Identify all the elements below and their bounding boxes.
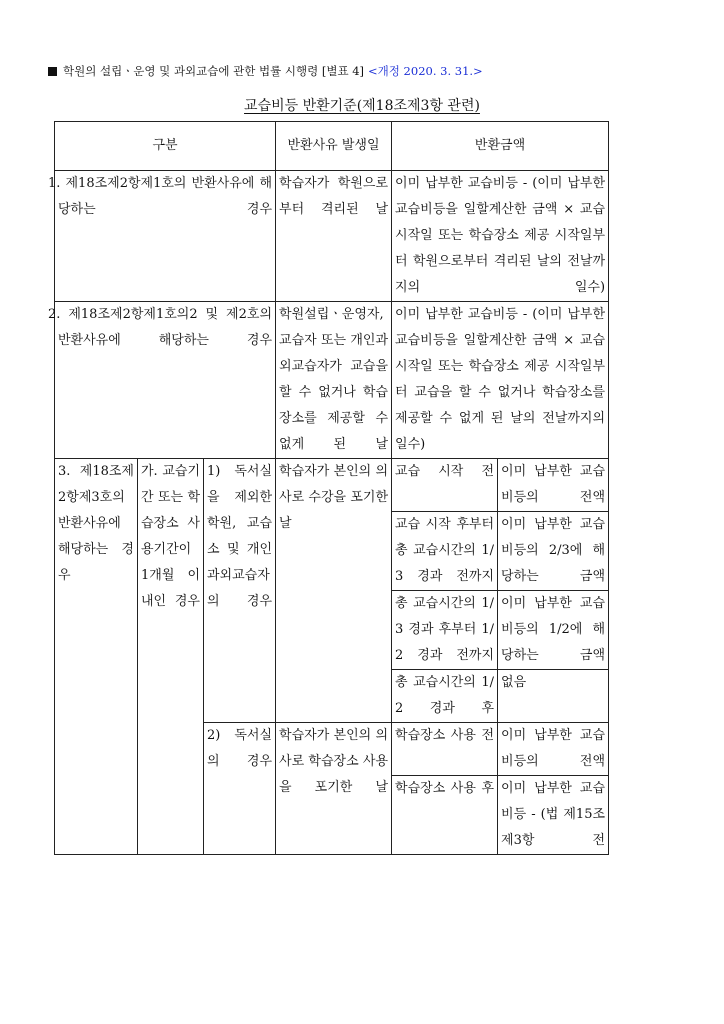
row3-item2-date: 학습자가 본인의 의사로 학습장소 사용을 포기한 날 [276, 723, 392, 855]
item1-case-when: 교습 시작 후부터 총 교습시간의 1/3 경과 전까지 [392, 512, 498, 591]
item1-case-refund: 이미 납부한 교습비등의 2/3에 해당하는 금액 [498, 512, 609, 591]
row3-category: 3. 제18조제2항제3호의 반환사유에 해당하는 경우 [55, 459, 138, 855]
table-header-row [55, 122, 609, 171]
black-square-icon [48, 67, 57, 76]
item2-case-refund: 이미 납부한 교습비등의 전액 [498, 723, 609, 776]
item1-case-refund: 이미 납부한 교습비등의 전액 [498, 459, 609, 512]
column-header-refund-amount: 반환금액 [392, 122, 609, 171]
row1-category: 1. 제18조제2항제1호의 반환사유에 해당하는 경우 [55, 171, 276, 302]
item1-case-when: 총 교습시간의 1/2 경과 후 [392, 670, 498, 723]
row1-date: 학습자가 학원으로부터 격리된 날 [276, 171, 392, 302]
row3-item1-date: 학습자가 본인의 의사로 수강을 포기한 날 [276, 459, 392, 723]
row3-item2: 2) 독서실의 경우 [204, 723, 276, 855]
item2-case-when: 학습장소 사용 전 [392, 723, 498, 776]
row3-sub-ga: 가. 교습기간 또는 학습장소 사용기간이 1개월 이내인 경우 [138, 459, 204, 855]
table-row [55, 171, 609, 302]
table-title: 교습비등 반환기준(제18조제3항 관련) [244, 98, 480, 114]
row2-category: 2. 제18조제2항제1호의2 및 제2호의 반환사유에 해당하는 경우 [55, 302, 276, 459]
refund-standard-table [48, 121, 609, 855]
item2-case-when: 학습장소 사용 후 [392, 776, 498, 855]
column-header-category: 구분 [55, 122, 276, 171]
table-row [55, 459, 609, 512]
row2-amount: 이미 납부한 교습비등 - (이미 납부한 교습비등을 일할계산한 금액 × 교습 시작일 또는 학습장소 제공 시작일부터 교습을 할 수 없거나 학습장소를 제공할 수 없게 된 날의 전날까지의 일수) [392, 302, 609, 459]
amendment-date: <개정 2020. 3. 31.> [368, 64, 483, 78]
document-header [48, 62, 688, 80]
item2-case-refund: 이미 납부한 교습비등 - (법 제15조제3항 전 [498, 776, 609, 855]
row2-date: 학원설립ㆍ운영자, 교습자 또는 개인과외교습자가 교습을 할 수 없거나 학습장소를 제공할 수 없게 된 날 [276, 302, 392, 459]
table-row [55, 302, 609, 459]
item1-case-refund: 없음 [498, 670, 609, 723]
row3-item1: 1) 독서실을 제외한 학원, 교습소 및 개인과외교습자의 경우 [204, 459, 276, 723]
row1-amount: 이미 납부한 교습비등 - (이미 납부한 교습비등을 일할계산한 금액 × 교습 시작일 또는 학습장소 제공 시작일부터 학원으로부터 격리된 날의 전날까지의 일수) [392, 171, 609, 302]
header-law-title: 학원의 설립ㆍ운영 및 과외교습에 관한 법률 시행령 [별표 4] [63, 64, 365, 78]
item1-case-refund: 이미 납부한 교습비등의 1/2에 해당하는 금액 [498, 591, 609, 670]
item1-case-when: 교습 시작 전 [392, 459, 498, 512]
item1-case-when: 총 교습시간의 1/3 경과 후부터 1/2 경과 전까지 [392, 591, 498, 670]
column-header-occurrence-date: 반환사유 발생일 [276, 122, 392, 171]
